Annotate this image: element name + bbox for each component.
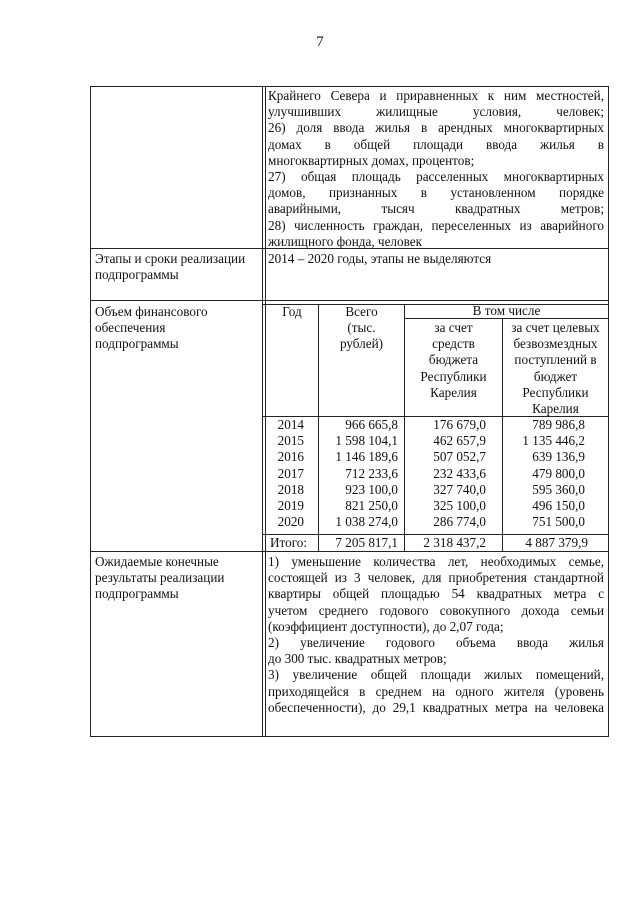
table-cell-grants: 479 800,0	[532, 465, 585, 481]
total-row-total: 7 205 817,1	[335, 535, 398, 550]
header-total-line: рублей)	[339, 336, 384, 352]
results-line: квартиры общей площадью 54 квадратных метра с	[268, 586, 604, 602]
table-cell-year: 2017	[277, 465, 304, 481]
table-cell-budget: 232 433,6	[433, 465, 486, 481]
budget-column	[405, 417, 486, 530]
indicators-line: 28) численность граждан, переселенных из аварийного	[268, 217, 604, 233]
table-cell-total: 1 038 274,0	[335, 514, 398, 530]
results-line: 2) увеличение годового объема ввода жилья	[268, 634, 604, 650]
results-line: 3) увеличение общей площади жилых помещений,	[268, 667, 604, 683]
table-cell-budget: 176 679,0	[433, 417, 486, 432]
table-cell-budget: 462 657,9	[433, 433, 486, 449]
stages-label-line: подпрограммы	[95, 267, 179, 283]
results-label	[95, 554, 261, 603]
table-cell-total: 1 146 189,6	[335, 449, 398, 465]
table-cell-budget: 325 100,0	[433, 497, 486, 513]
header-grants-line: за счет целевых	[511, 320, 600, 335]
indicators-line: многоквартирных домах, процентов;	[268, 152, 475, 168]
table-cell-year: 2014	[277, 417, 304, 432]
total-row-grants: 4 887 379,9	[525, 535, 588, 550]
indicators-line: Крайнего Севера и приравненных к ним местностей,	[268, 88, 604, 103]
indicators-line: домах в общей площади ввода жилья в	[268, 136, 604, 152]
stages-value: 2014 – 2020 годы, этапы не выделяются	[268, 251, 492, 266]
header-budget-line: Республики	[420, 368, 487, 384]
header-grants-line: поступлений в	[514, 352, 597, 368]
indicators-line: улучшивших жилищные условия, человек;	[268, 104, 604, 120]
finance-label-line: обеспечения	[95, 320, 166, 336]
results-label-line: подпрограммы	[95, 586, 179, 602]
header-total-line: (тыс.	[347, 320, 376, 336]
finance-label-line: подпрограммы	[95, 336, 179, 352]
table-cell-year: 2019	[277, 497, 304, 513]
column-divider	[262, 86, 263, 736]
indicators-text	[268, 88, 604, 250]
header-year: Год	[282, 304, 302, 319]
header-grants-line: Республики	[522, 384, 589, 400]
column-divider	[265, 86, 266, 736]
table-cell-year: 2018	[277, 481, 304, 497]
indicators-line: аварийными, тысяч квадратных метров;	[268, 201, 604, 217]
table-cell-total: 712 233,6	[345, 465, 398, 481]
row-divider	[90, 300, 609, 301]
table-border-left	[90, 86, 91, 736]
table-border-top	[90, 86, 609, 87]
results-line: приходящейся в среднем на одного жителя (уровень	[268, 683, 604, 699]
header-grants	[503, 320, 608, 417]
table-cell-year: 2020	[277, 514, 304, 530]
table-cell-total: 966 665,8	[345, 417, 398, 432]
grants-column	[503, 417, 585, 530]
table-cell-budget: 327 740,0	[433, 481, 486, 497]
table-cell-grants: 789 986,8	[532, 417, 585, 432]
table-cell-budget: 286 774,0	[433, 514, 486, 530]
results-line: обеспеченности), до 29,1 квадратных метра на человека	[268, 699, 604, 715]
stages-label	[95, 251, 261, 283]
indicators-line: 27) общая площадь расселенных многоквартирных	[268, 168, 604, 184]
table-cell-total: 821 250,0	[345, 497, 398, 513]
results-line: 1) уменьшение количества лет, необходимых семье,	[268, 554, 604, 569]
results-label-line: Ожидаемые конечные	[95, 554, 219, 569]
header-grants-line: бюджет	[533, 368, 578, 384]
stages-label-line: Этапы и сроки реализации	[95, 251, 246, 266]
results-line: (коэффициент доступности), до 2,07 года;	[268, 618, 504, 634]
table-border-bottom	[90, 736, 609, 737]
results-line: до 300 тыс. квадратных метров;	[268, 651, 447, 667]
results-label-line: результаты реализации	[95, 570, 225, 586]
table-border-right	[608, 86, 609, 736]
header-including: В том числе	[472, 303, 541, 318]
header-budget-line: бюджета	[428, 352, 479, 368]
table-cell-grants: 1 135 446,2	[522, 433, 585, 449]
header-grants-line: Карелия	[532, 400, 579, 416]
finance-label	[95, 304, 261, 353]
indicators-line: домов, признанных в установленном порядке	[268, 185, 604, 201]
total-row-budget: 2 318 437,2	[423, 535, 486, 550]
header-budget-line: средств	[432, 336, 475, 352]
table-cell-grants: 595 360,0	[532, 481, 585, 497]
results-line: состоящей из 3 человек, для приобретения стандартной	[268, 570, 604, 586]
indicators-line: 26) доля ввода жилья в арендных многоквартирных	[268, 120, 604, 136]
table-cell-budget: 507 052,7	[433, 449, 486, 465]
header-total-line: Всего	[345, 304, 378, 319]
table-cell-grants: 496 150,0	[532, 497, 585, 513]
finance-label-line: Объем финансового	[95, 304, 208, 319]
table-cell-year: 2015	[277, 433, 304, 449]
table-cell-grants: 751 500,0	[532, 514, 585, 530]
header-budget-line: за счет	[434, 320, 473, 335]
header-grants-line: безвозмездных	[513, 336, 598, 352]
table-cell-total: 1 598 104,1	[335, 433, 398, 449]
indicators-line: жилищного фонда, человек	[268, 233, 423, 249]
table-cell-year: 2016	[277, 449, 304, 465]
page-number: 7	[316, 34, 324, 50]
header-total	[319, 304, 404, 353]
results-text	[268, 554, 604, 716]
total-column	[319, 417, 398, 530]
table-cell-grants: 639 136,9	[532, 449, 585, 465]
year-column	[266, 417, 304, 530]
total-row-label: Итого:	[270, 535, 308, 550]
header-budget	[405, 320, 502, 401]
results-line: учетом среднего годового совокупного дохода семьи	[268, 602, 604, 618]
table-cell-total: 923 100,0	[345, 481, 398, 497]
header-budget-line: Карелия	[430, 384, 477, 400]
